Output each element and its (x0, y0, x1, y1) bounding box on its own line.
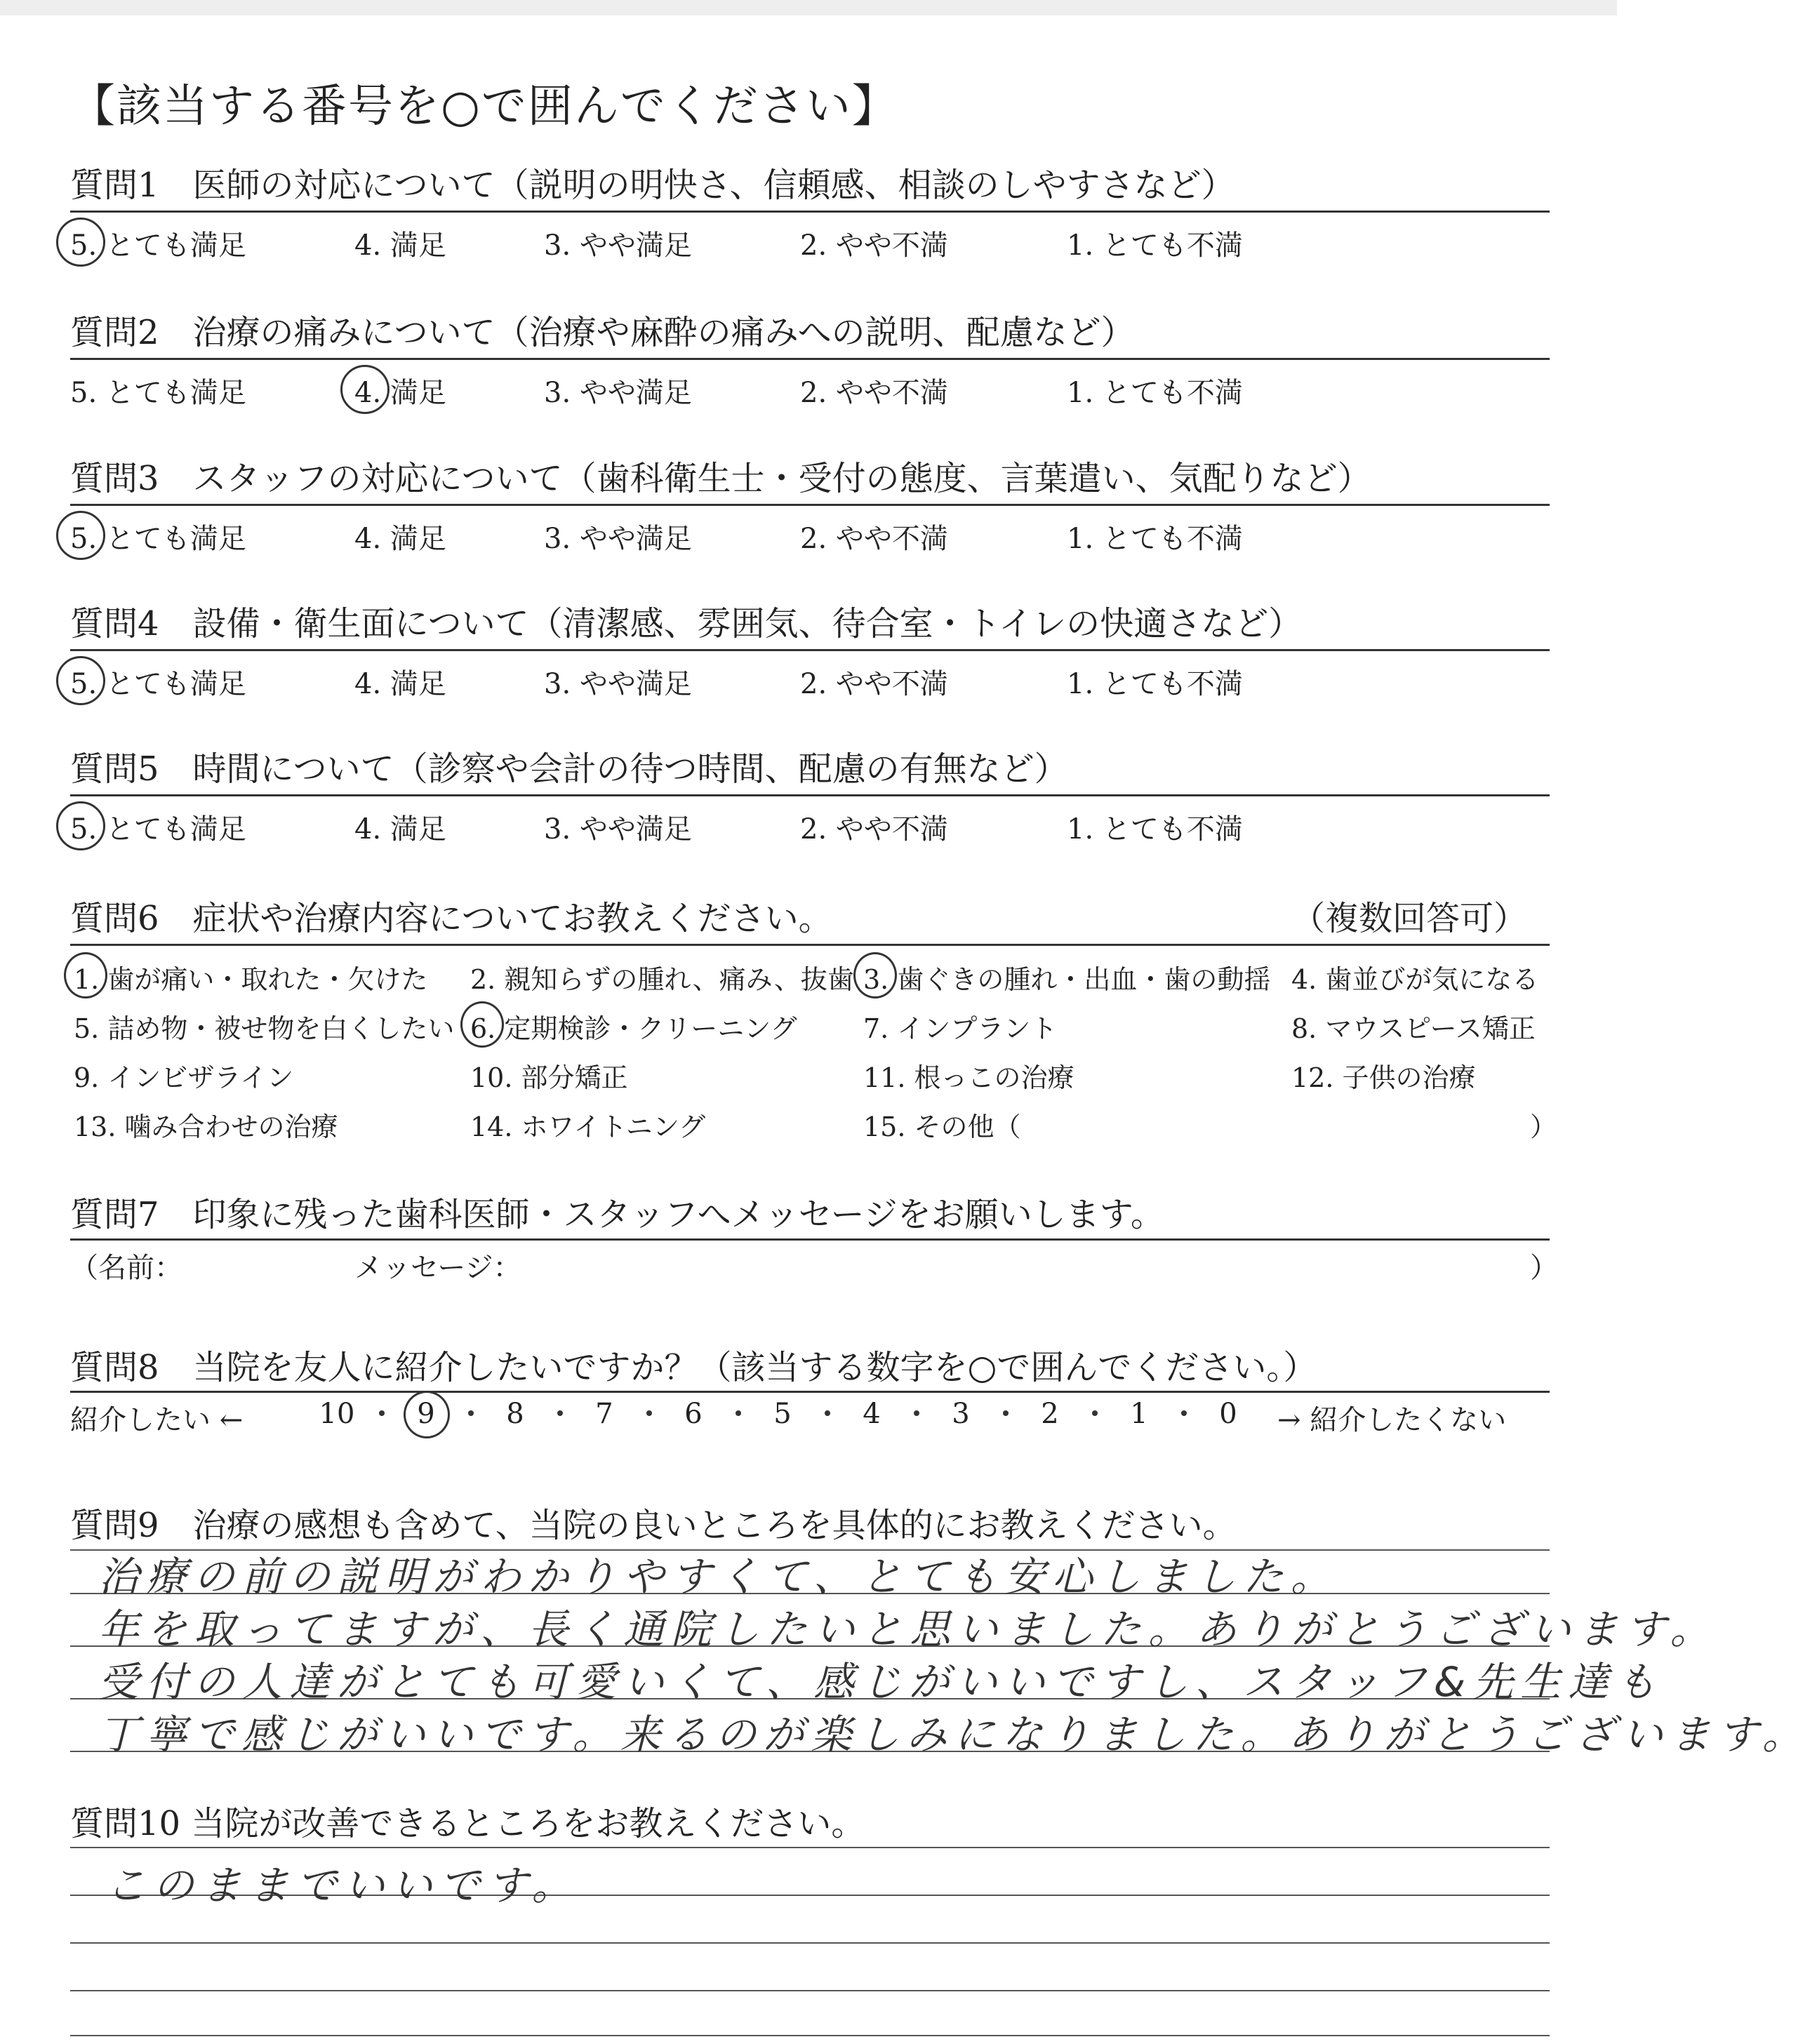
question-rule (70, 504, 1550, 506)
question-title: 質問2 治療の痛みについて（治療や麻酔の痛みへの説明、配慮など） (70, 313, 1135, 352)
selected-circle-mark (56, 511, 105, 560)
scale-number: 3 (952, 1398, 970, 1430)
q6-option: 9. インビザライン (74, 1062, 294, 1093)
rating-option: 3. やや満足 (544, 229, 692, 262)
q6-title: 質問6 症状や治療内容についてお教えください。 (70, 899, 832, 938)
scale-dot (825, 1410, 830, 1416)
q9-title: 質問9 治療の感想も含めて、当院の良いところを具体的にお教えください。 (70, 1506, 1237, 1545)
selected-circle-mark (460, 1001, 504, 1048)
q6-option: 4. 歯並びが気になる (1291, 964, 1539, 995)
question-title: 質問1 医師の対応について（説明の明快さ、信頼感、相談のしやすさなど） (70, 166, 1235, 205)
rating-option: 2. やや不満 (800, 229, 948, 262)
rating-option: 2. やや不満 (800, 377, 948, 409)
rating-option: 2. やや不満 (800, 813, 948, 846)
q6-option: 6. 定期検診・クリーニング (470, 1013, 797, 1044)
scale-dot (468, 1410, 474, 1416)
answer-rule (70, 2035, 1550, 2036)
q6-option: 12. 子供の治療 (1291, 1062, 1476, 1093)
q6-rule (70, 944, 1550, 946)
scale-number: 9 (417, 1398, 435, 1430)
scan-edge (0, 0, 1617, 15)
question-title: 質問3 スタッフの対応について（歯科衛生士・受付の態度、言葉遣い、気配りなど） (70, 459, 1371, 498)
scale-dot (1181, 1410, 1187, 1416)
handwritten-answer: 年を取ってますが、長く通院したいと思いました。ありがとうございます。 (98, 1605, 1718, 1653)
scale-dot (736, 1410, 741, 1416)
q8-title: 質問8 当院を友人に紹介したいですか？（該当する数字を○で囲んでください。） (70, 1348, 1317, 1387)
question-rule (70, 794, 1550, 796)
q6-option: 2. 親知らずの腫れ、痛み、抜歯 (470, 964, 854, 995)
rating-option: 1. とても不満 (1067, 813, 1243, 846)
scale-dot (557, 1410, 563, 1416)
scale-number: 10 (319, 1398, 355, 1430)
scale-dot (379, 1410, 385, 1416)
q6-option: 3. 歯ぐきの腫れ・出血・歯の動揺 (863, 964, 1271, 995)
scale-dot (1003, 1410, 1009, 1416)
scale-number: 2 (1041, 1398, 1059, 1430)
rating-option: 5. とても満足 (70, 813, 246, 846)
selected-circle-mark (853, 952, 897, 998)
q6-option: 15. その他（ (863, 1111, 1021, 1142)
q7-rule (70, 1238, 1550, 1241)
q7-message-label: メッセージ： (354, 1252, 521, 1284)
selected-circle-mark (56, 801, 105, 850)
scale-number: 0 (1219, 1398, 1237, 1430)
selected-circle-mark (340, 365, 390, 414)
answer-rule (70, 1847, 1550, 1848)
rating-option: 3. やや満足 (544, 523, 692, 555)
q6-option: 1. 歯が痛い・取れた・欠けた (74, 964, 428, 995)
q8-right-label: → 紹介したくない (1277, 1404, 1507, 1436)
rating-option: 4. 満足 (354, 229, 446, 262)
handwritten-answer: 受付の人達がとても可愛いくて、感じがいいですし、スタッフ&先生達も (98, 1658, 1664, 1706)
q6-note: （複数回答可） (1291, 899, 1528, 938)
scale-number: 4 (863, 1398, 881, 1430)
handwritten-answer: 治療の前の説明がわかりやすくて、とても安心しました。 (98, 1553, 1338, 1601)
rating-option: 1. とても不満 (1067, 523, 1243, 555)
rating-option: 1. とても不満 (1067, 668, 1243, 700)
question-title: 質問5 時間について（診察や会計の待つ時間、配慮の有無など） (70, 749, 1068, 789)
question-title: 質問4 設備・衛生面について（清潔感、雰囲気、待合室・トイレの快適さなど） (70, 604, 1303, 643)
rating-option: 5. とても満足 (70, 523, 246, 555)
scale-number: 5 (773, 1398, 792, 1430)
selected-circle-mark (64, 952, 107, 998)
rating-option: 3. やや満足 (544, 668, 692, 700)
scale-dot (1092, 1410, 1098, 1416)
question-rule (70, 358, 1550, 360)
rating-option: 1. とても不満 (1067, 229, 1243, 262)
scale-number: 7 (595, 1398, 613, 1430)
q6-option: 10. 部分矯正 (470, 1062, 628, 1093)
rating-option: 4. 満足 (354, 668, 446, 700)
q6-option: ） (1530, 1111, 1557, 1142)
rating-option: 3. やや満足 (544, 377, 692, 409)
scale-dot (914, 1410, 919, 1416)
q7-title: 質問7 印象に残った歯科医師・スタッフへメッセージをお願いします。 (70, 1195, 1164, 1234)
scale-number: 8 (506, 1398, 524, 1430)
rating-option: 5. とても満足 (70, 668, 246, 700)
selected-circle-mark (56, 218, 105, 267)
q10-title: 質問10 当院が改善できるところをお教えください。 (70, 1804, 865, 1843)
q6-option: 7. インプラント (863, 1013, 1058, 1044)
instruction-header: 【該当する番号を○で囲んでください】 (70, 81, 898, 133)
rating-option: 4. 満足 (354, 377, 446, 409)
q6-option: 5. 詰め物・被せ物を白くしたい (74, 1013, 455, 1044)
question-rule (70, 649, 1550, 651)
q6-option: 13. 噛み合わせの治療 (74, 1111, 338, 1142)
scale-number: 1 (1130, 1398, 1148, 1430)
q7-name-label: （名前： (70, 1252, 182, 1284)
selected-circle-mark (56, 656, 105, 705)
question-rule (70, 211, 1550, 213)
scale-number: 6 (684, 1398, 703, 1430)
q6-option: 11. 根っこの治療 (863, 1062, 1074, 1093)
answer-rule (70, 1990, 1550, 1991)
handwritten-answer: 丁寧で感じがいいです。来るのが楽しみになりました。ありがとうございます。 (98, 1711, 1810, 1758)
rating-option: 2. やや不満 (800, 523, 948, 555)
rating-option: 2. やや不満 (800, 668, 948, 700)
rating-option: 1. とても不満 (1067, 377, 1243, 409)
answer-rule (70, 1942, 1550, 1944)
q8-rule (70, 1391, 1550, 1393)
selected-circle-mark (404, 1391, 450, 1438)
q8-left-label: 紹介したい ← (70, 1404, 244, 1436)
q6-option: 8. マウスピース矯正 (1291, 1013, 1536, 1044)
q6-option: 14. ホワイトニング (470, 1111, 706, 1142)
handwritten-answer: このままでいいです。 (105, 1862, 580, 1909)
rating-option: 3. やや満足 (544, 813, 692, 846)
rating-option: 5. とても満足 (70, 377, 246, 409)
rating-option: 4. 満足 (354, 813, 446, 846)
scale-dot (646, 1410, 652, 1416)
rating-option: 5. とても満足 (70, 229, 246, 262)
q7-close-paren: ） (1530, 1252, 1558, 1284)
rating-option: 4. 満足 (354, 523, 446, 555)
